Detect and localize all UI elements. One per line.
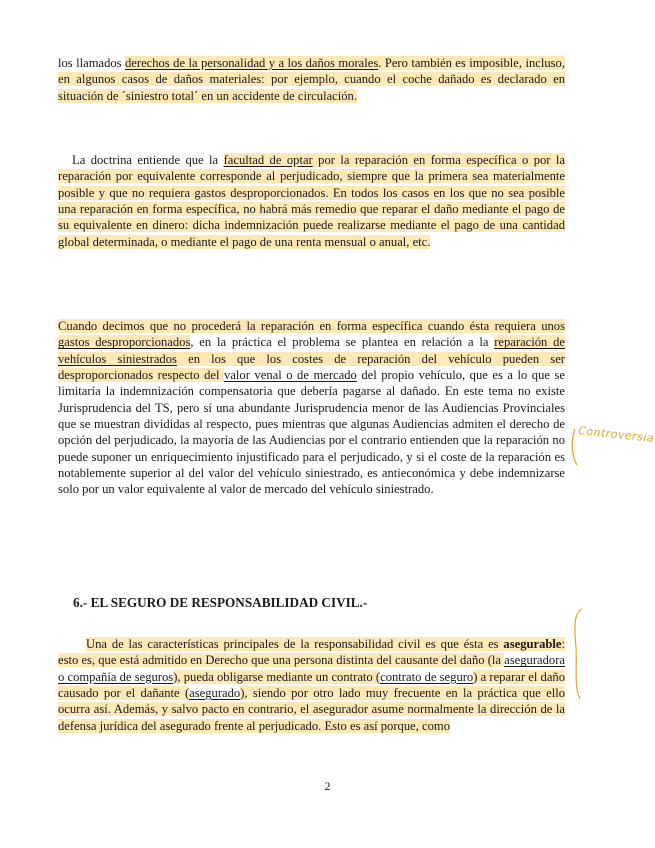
section-heading: 6.- EL SEGURO DE RESPONSABILIDAD CIVIL.-: [73, 595, 368, 610]
text-segment: Cuando decimos que no procederá la reparación en forma específica cuando ésta requiera unos: [58, 319, 565, 333]
underlined-term: facultad de optar: [223, 153, 313, 167]
text-segment: : esto es, que está admitido en Derecho que una persona distinta del causante del daño (la: [58, 637, 565, 668]
underlined-term: contrato de seguro: [380, 669, 474, 684]
paragraph-4: [58, 636, 565, 734]
text-segment: en los que los costes de reparación del vehículo pueden ser desproporcionados respecto del: [58, 351, 565, 383]
handwritten-margin-note: Controversia: [577, 424, 655, 445]
text-segment: ), siendo por otro lado muy frecuente en la práctica que ello ocurra así. Además, y salvo pacto en contrario, el asegurador asume normalmente la dirección de la defensa jurídica del asegurado frente al perjudicado. Esto es así porque, como: [58, 686, 565, 733]
underlined-term: valor venal o de mercado: [224, 368, 357, 383]
text-segment: ) a reparar el daño causado por el dañante (: [58, 669, 565, 701]
text-segment: del propio vehículo, que es a lo que se limitaría la indemnización compensatoria que debería pagarse al dañado. En este tema no existe Jurisprudencia del TS, pero sí una abundante Jurisprudencia menor de las Audiencias Provinciales que se muestran divididas al respecto, pues mientras que algunas Audiencias admiten el derecho de opción del perjudicado, la mayoría de las Audiencias por el contrario entienden que la reparación no puede suponer un enriquecimiento injustificado para el perjudicado, y si el coste de la reparación es notablemente superior al del valor del vehículo siniestrado, es antieconómica y debe indemnizarse solo por un valor equivalente al valor de mercado del vehículo siniestrado.: [58, 368, 565, 497]
text-segment: La doctrina entiende que la: [72, 153, 224, 167]
underlined-term: gastos desproporcionados: [58, 335, 191, 350]
text-segment: Una de las características principales de la responsabilidad civil es que ésta es: [86, 637, 504, 651]
margin-bracket: [568, 607, 588, 702]
underlined-term: asegurado: [189, 686, 241, 701]
text-segment: ), pueda obligarse mediante un contrato (: [173, 669, 381, 684]
underlined-term: aseguradora o compañía de seguros: [58, 653, 565, 684]
paragraph-3: [58, 318, 565, 498]
text-segment: los llamados: [58, 56, 125, 70]
text-segment: , en la práctica el problema se plantea en relación a la: [190, 335, 495, 350]
bold-term: asegurable: [503, 637, 562, 651]
text-segment: por la reparación en forma específica o por la reparación por equivalente corresponde al perjudicado, siempre que la primera sea materialmente posible y que no requiera gastos desproporcionados. En todos los casos en los que no sea posible una reparación en forma específica, no habrá más remedio que reparar el daño mediante el pago de su equivalente en dinero: dicha indemnización puede realizarse mediante el pago de una cantidad global determinada, o mediante el pago de una renta mensual o anual, etc.: [58, 153, 565, 249]
paragraph-1: [58, 55, 565, 104]
text-segment: . Pero también es imposible, incluso, en algunos casos de daños materiales: por ejemplo, cuando el coche dañado es declarado en situación de ´siniestro total´ en un accidente de circulación.: [58, 56, 565, 103]
page-number: 2: [324, 779, 331, 793]
underlined-term: derechos de la personalidad y a los daños morales: [125, 56, 379, 70]
paragraph-2: [58, 152, 565, 250]
underlined-term: reparación de vehículos siniestrados: [58, 335, 566, 366]
